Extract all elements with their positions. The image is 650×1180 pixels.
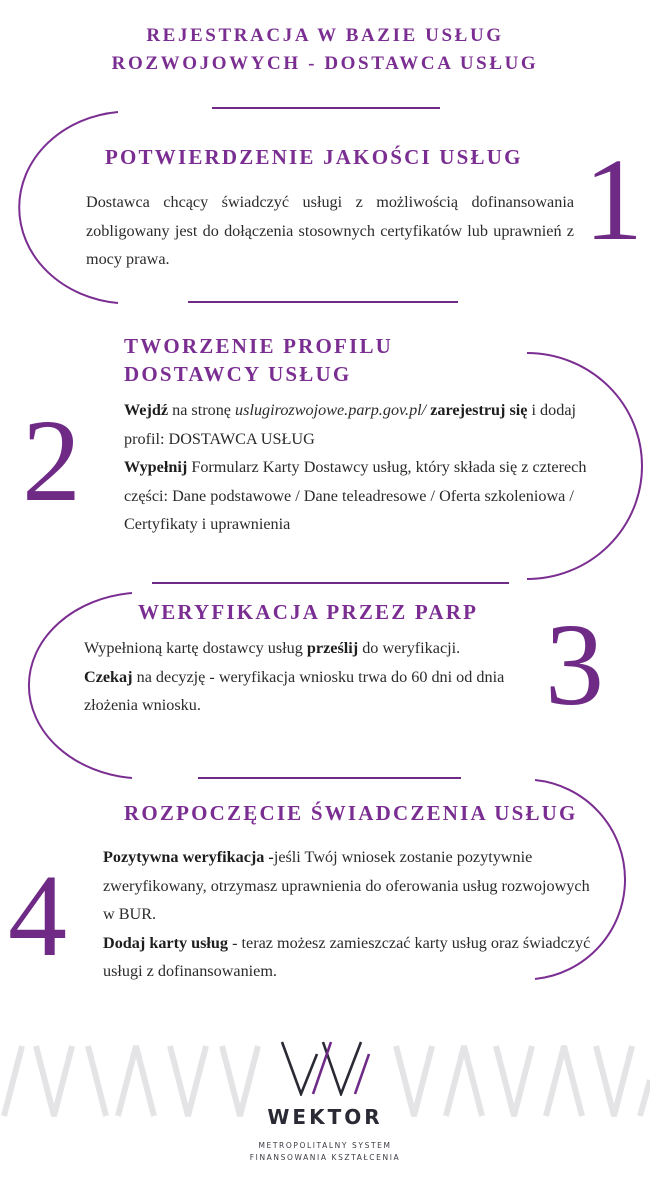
step-2-p1-bold: Wejdź xyxy=(124,401,169,419)
page-title xyxy=(0,22,650,78)
step-2-p1-b: i dodaj profil: DOSTAWCA USŁUG xyxy=(124,401,577,448)
step-1-title: POTWIERDZENIE JAKOŚCI USŁUG xyxy=(105,145,523,169)
step-3-paragraph-2 xyxy=(84,663,514,720)
step-4-paragraph-1 xyxy=(103,843,595,929)
logo-subtitle-line-1: METROPOLITALNY SYSTEM xyxy=(258,1141,392,1150)
page-title-line-2: ROZWOJOWYCH - DOSTAWCA USŁUG xyxy=(111,53,539,74)
step-2-p2-rest: Formularz Karty Dostawcy usług, który składa się z czterech części: Dane podstawowe / Dane teleadresowe / Oferta szkoleniowa / Certyfikaty i uprawnienia xyxy=(124,458,587,533)
step-3-number: 3 xyxy=(545,599,604,730)
step-3-p1-a: Wypełnioną kartę dostawcy usług xyxy=(84,639,307,657)
logo-wordmark: WEKTOR xyxy=(267,1105,383,1129)
step-4-p2-bold: Dodaj karty usług xyxy=(103,933,229,952)
step-4-p1-rest: jeśli Twój wniosek zostanie pozytywnie zweryfikowany, otrzymasz uprawnienia do oferowania usług rozwojowych w BUR. xyxy=(103,848,590,923)
step-2-p1-bold2: zarejestruj się xyxy=(426,401,528,419)
divider-2 xyxy=(152,582,509,584)
step-2-paragraph-2 xyxy=(124,453,594,539)
wektor-logo-mark xyxy=(279,1040,371,1096)
divider-3 xyxy=(198,777,461,779)
step-4-p1-bold: Pozytywna weryfikacja - xyxy=(103,848,274,866)
step-2-paragraph-1 xyxy=(124,396,594,453)
step-2-website-link[interactable]: uslugirozwojowe.parp.gov.pl/ xyxy=(235,401,427,419)
step-2-text xyxy=(124,396,594,539)
step-2-title xyxy=(124,332,393,388)
step-3-text xyxy=(84,634,514,720)
step-1-number: 1 xyxy=(584,134,643,265)
step-2-title-line-1: TWORZENIE PROFILU xyxy=(124,334,394,358)
step-3-title: WERYFIKACJA PRZEZ PARP xyxy=(138,600,479,624)
page-title-line-1: REJESTRACJA W BAZIE USŁUG xyxy=(146,25,504,46)
step-4-title: ROZPOCZĘCIE ŚWIADCZENIA USŁUG xyxy=(124,801,578,825)
step-4-text xyxy=(103,843,595,986)
step-3-p1-bold: prześlij xyxy=(306,639,359,657)
step-2-title-line-2: DOSTAWCY USŁUG xyxy=(124,362,352,386)
step-2-number: 2 xyxy=(22,395,81,526)
step-3-p2-rest: na decyzję - weryfikacja wniosku trwa do 60 dni od dnia złożenia wniosku. xyxy=(84,667,505,714)
logo-subtitle-line-2: FINANSOWANIA KSZTAŁCENIA xyxy=(249,1153,401,1162)
divider-top xyxy=(212,107,440,109)
step-3-paragraph-1 xyxy=(84,634,514,663)
step-2-p2-bold: Wypełnij xyxy=(124,458,188,476)
step-4-paragraph-2 xyxy=(103,929,595,986)
step-1-text: Dostawca chcący świadczyć usługi z możliwością dofinansowania zobligowany jest do dołączenia stosownych certyfikatów lub uprawnień z mocy prawa. xyxy=(86,193,574,268)
step-4-number: 4 xyxy=(8,850,67,981)
step-3-p1-b: do weryfikacji. xyxy=(358,639,461,657)
step-2-p1-a: na stronę xyxy=(168,401,236,419)
step-4-p2-rest: - teraz możesz zamieszczać karty usług oraz świadczyć usługi z dofinansowaniem. xyxy=(103,933,591,980)
divider-1 xyxy=(188,301,458,303)
step-3-p2-bold: Czekaj xyxy=(84,667,133,686)
